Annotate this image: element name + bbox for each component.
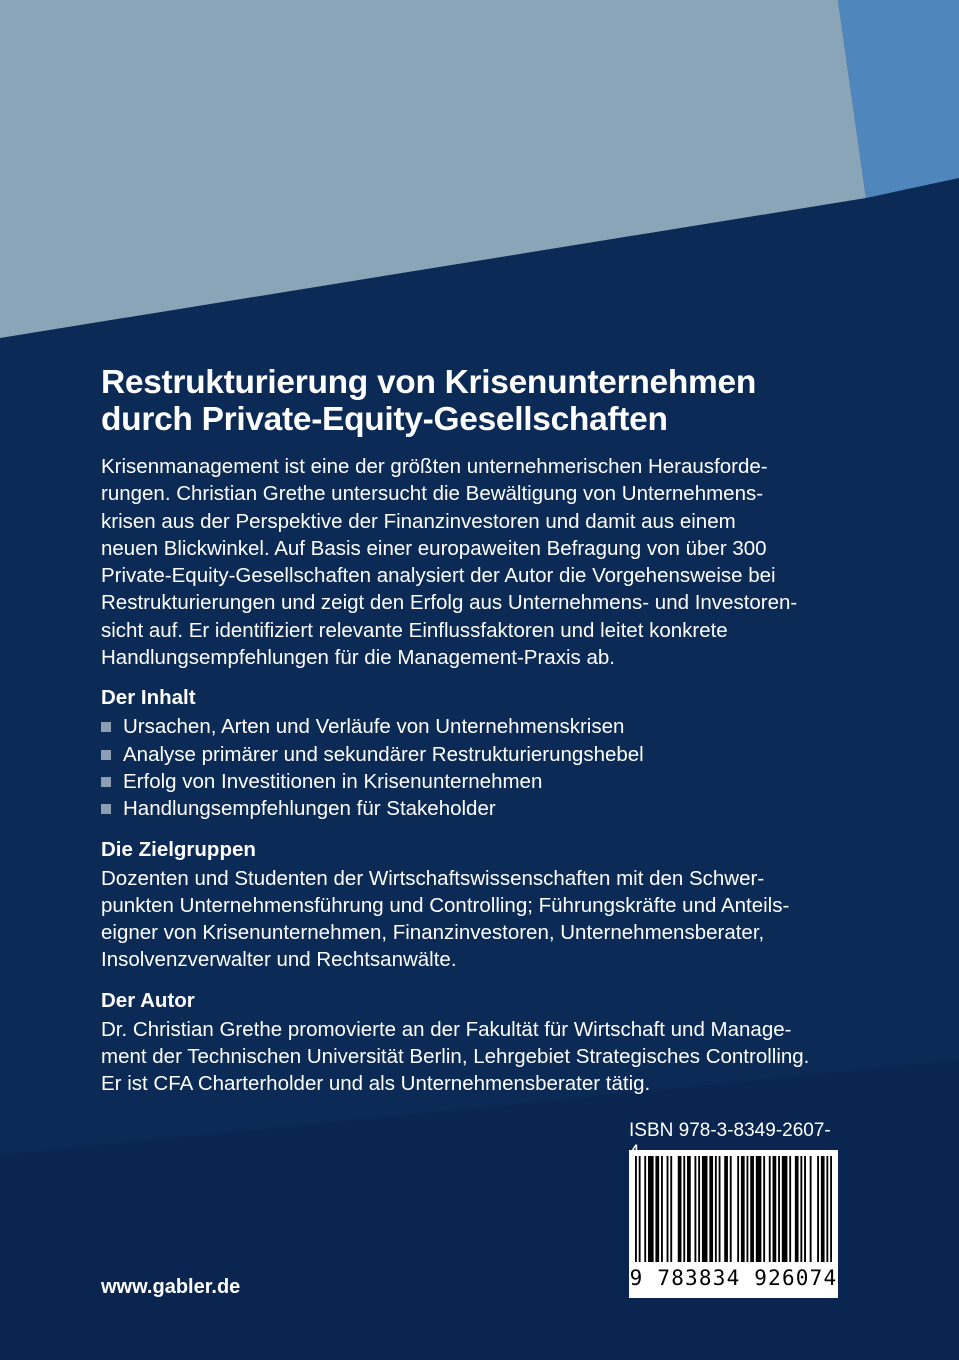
isbn-label: ISBN 978-3-8349-2607- <box>629 1120 831 1141</box>
square-bullet-icon <box>101 750 111 760</box>
inhalt-list <box>101 713 846 822</box>
barcode-bar <box>782 1156 788 1262</box>
barcode-bar <box>741 1156 745 1262</box>
list-item: Ursachen, Arten und Verläufe von Unternehmenskrisen <box>101 713 846 740</box>
barcode-bar <box>655 1156 659 1262</box>
barcode-bar <box>730 1156 732 1262</box>
barcode-bar <box>789 1156 791 1262</box>
barcode-bar <box>648 1156 654 1262</box>
barcode-bar <box>715 1156 717 1262</box>
barcode <box>629 1150 838 1298</box>
barcode-bar <box>687 1156 691 1262</box>
barcode-bar <box>747 1156 749 1262</box>
list-item: Analyse primärer und sekundärer Restrukturierungshebel <box>101 741 846 768</box>
list-item: Erfolg von Investitionen in Krisenunternehmen <box>101 768 846 795</box>
barcode-bar <box>810 1156 812 1262</box>
list-item: Handlungsempfehlungen für Stakeholder <box>101 795 846 822</box>
barcode-bar <box>702 1156 708 1262</box>
barcode-bar <box>756 1156 762 1262</box>
publisher-url[interactable]: www.gabler.de <box>101 1276 241 1298</box>
barcode-bar <box>709 1156 713 1262</box>
autor-heading: Der Autor <box>101 988 195 1012</box>
barcode-bar <box>635 1156 637 1262</box>
barcode-bar <box>670 1156 672 1262</box>
barcode-bars <box>635 1156 832 1262</box>
barcode-bar <box>639 1156 641 1262</box>
autor-paragraph: Dr. Christian Grethe promovierte an der Fakultät für Wirtschaft und Manage- ment der Technischen Universität Berlin, Lehrgebiet Strategisches Controlling. Er ist CFA Charterholder und als Unternehmensberater tätig. <box>101 1017 810 1096</box>
barcode-bar <box>724 1156 728 1262</box>
barcode-bar <box>678 1156 682 1262</box>
barcode-bar <box>773 1156 777 1262</box>
main-text <box>101 364 846 1098</box>
barcode-bar <box>750 1156 754 1262</box>
barcode-bar <box>683 1156 685 1262</box>
square-bullet-icon <box>101 722 111 732</box>
intro-paragraph: Krisenmanagement ist eine der größten unternehmerischen Herausforde- rungen. Christian Grethe untersucht die Bewältigung von Unternehmens- krisen aus der Perspektive der Finanzinvestoren und damit aus einem neuen Blickwinkel. Auf Basis einer europaweiten Befragung von über 300 Private-Equity-Gesellschaften analysiert der Autor die Vorgehensweise bei Restrukturierungen und zeigt den Erfolg aus Unternehmens- und Investoren- sicht auf. Er identifiziert relevante Einflussfaktoren und leitet konkrete Handlungsempfehlungen für die Management-Praxis ab. <box>101 455 798 670</box>
barcode-bar <box>821 1156 825 1262</box>
zielgruppen-paragraph: Dozenten und Studenten der Wirtschaftswissenschaften mit den Schwer- punkten Unternehmensführung und Controlling; Führungskräfte und Anteils- eigner von Krisenunternehmen, Finanzinvestoren, Unternehmensberater, Insolvenzverwalter und Rechtsanwälte. <box>101 866 790 972</box>
barcode-bar <box>667 1156 669 1262</box>
zielgruppen-heading: Die Zielgruppen <box>101 837 256 861</box>
square-bullet-icon <box>101 804 111 814</box>
barcode-bar <box>795 1156 799 1262</box>
barcode-bar <box>737 1156 739 1262</box>
barcode-bar <box>778 1156 780 1262</box>
barcode-bar <box>763 1156 765 1262</box>
barcode-bar <box>800 1156 802 1262</box>
barcode-bar <box>661 1156 663 1262</box>
barcode-bar <box>826 1156 828 1262</box>
barcode-bar <box>769 1156 771 1262</box>
barcode-bar <box>830 1156 832 1262</box>
barcode-bar <box>694 1156 696 1262</box>
barcode-digits: 9 783834 926074 <box>629 1266 838 1290</box>
barcode-bar <box>804 1156 806 1262</box>
barcode-bar <box>698 1156 700 1262</box>
inhalt-heading: Der Inhalt <box>101 686 196 710</box>
square-bullet-icon <box>101 777 111 787</box>
barcode-bar <box>719 1156 721 1262</box>
barcode-bar <box>644 1156 646 1262</box>
book-title: Restrukturierung von Krisenunternehmen durch Private-Equity-Gesellschaften <box>101 364 756 438</box>
barcode-bar <box>817 1156 819 1262</box>
